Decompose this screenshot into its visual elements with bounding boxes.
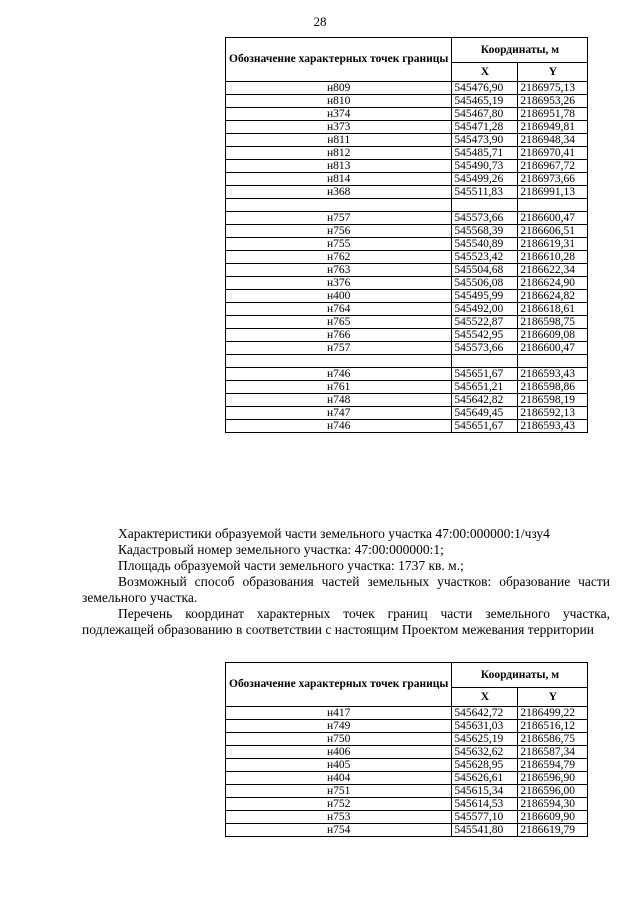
x-coordinate-cell: 545476,90	[452, 82, 518, 95]
table-row	[226, 759, 588, 772]
y-coordinate-cell: 2186624,82	[518, 290, 588, 303]
table-2-body	[226, 707, 588, 837]
point-name-cell: н753	[226, 811, 452, 824]
point-name-cell: н764	[226, 303, 452, 316]
y-coordinate-cell: 2186951,78	[518, 108, 588, 121]
point-name-cell: н406	[226, 746, 452, 759]
table-row	[226, 785, 588, 798]
point-name-cell: н813	[226, 160, 452, 173]
x-coordinate-cell: 545642,72	[452, 707, 518, 720]
y-coordinate-cell: 2186596,90	[518, 772, 588, 785]
paragraph-formation-method: Возможный способ образования частей земельных участков: образование части земельного участка.	[82, 574, 610, 605]
table-row	[226, 316, 588, 329]
table-row	[226, 147, 588, 160]
table-row	[226, 707, 588, 720]
point-name-cell: н812	[226, 147, 452, 160]
x-coordinate-cell: 545642,82	[452, 394, 518, 407]
y-coordinate-cell: 2186587,34	[518, 746, 588, 759]
x-coordinate-cell: 545485,71	[452, 147, 518, 160]
point-name-cell: н400	[226, 290, 452, 303]
point-name-cell: н765	[226, 316, 452, 329]
point-name-cell: н374	[226, 108, 452, 121]
point-name-cell: н757	[226, 342, 452, 355]
text-block	[82, 526, 610, 638]
table-row	[226, 121, 588, 134]
header-y: Y	[518, 63, 588, 82]
point-name-cell: н754	[226, 824, 452, 837]
y-coordinate-cell: 2186600,47	[518, 212, 588, 225]
y-coordinate-cell: 2186598,86	[518, 381, 588, 394]
x-coordinate-cell: 545504,68	[452, 264, 518, 277]
x-coordinate-cell: 545492,00	[452, 303, 518, 316]
table-row	[226, 264, 588, 277]
point-name-cell: н814	[226, 173, 452, 186]
x-coordinate-cell: 545631,03	[452, 720, 518, 733]
header-coordinates: Координаты, м	[452, 38, 588, 63]
point-name-cell: н749	[226, 720, 452, 733]
table-row	[226, 290, 588, 303]
x-coordinate-cell: 545628,95	[452, 759, 518, 772]
y-coordinate-cell: 2186949,81	[518, 121, 588, 134]
point-name-cell: н748	[226, 394, 452, 407]
y-coordinate-cell: 2186967,72	[518, 160, 588, 173]
y-coordinate-cell: 2186609,90	[518, 811, 588, 824]
coordinates-table-2	[225, 662, 588, 837]
x-coordinate-cell: 545625,19	[452, 733, 518, 746]
table-row	[226, 342, 588, 355]
x-coordinate-cell: 545541,80	[452, 824, 518, 837]
header-x: X	[452, 688, 518, 707]
point-name-cell: н746	[226, 368, 452, 381]
table-row	[226, 824, 588, 837]
coordinates-table-1	[225, 37, 588, 433]
x-coordinate-cell: 545573,66	[452, 212, 518, 225]
y-coordinate-cell: 2186594,30	[518, 798, 588, 811]
point-name-cell: н809	[226, 82, 452, 95]
point-name-cell: н755	[226, 238, 452, 251]
page-number: 28	[313, 14, 327, 29]
x-coordinate-cell: 545540,89	[452, 238, 518, 251]
y-coordinate-cell: 2186596,00	[518, 785, 588, 798]
table-row	[226, 733, 588, 746]
table-row-separator	[226, 199, 588, 212]
paragraph-coordinates-list: Перечень координат характерных точек границ части земельного участка, подлежащей образованию в соответствии с настоящим Проектом межевания территории	[82, 606, 610, 637]
table-row	[226, 134, 588, 147]
header-point-name: Обозначение характерных точек границы	[226, 38, 452, 82]
y-coordinate-cell: 2186516,12	[518, 720, 588, 733]
table-row	[226, 811, 588, 824]
point-name-cell: н763	[226, 264, 452, 277]
header-point-name: Обозначение характерных точек границы	[226, 663, 452, 707]
table-row	[226, 251, 588, 264]
y-coordinate-cell: 2186618,61	[518, 303, 588, 316]
point-name-cell: н811	[226, 134, 452, 147]
y-coordinate-cell: 2186948,34	[518, 134, 588, 147]
x-coordinate-cell	[452, 355, 518, 368]
x-coordinate-cell: 545495,99	[452, 290, 518, 303]
x-coordinate-cell: 545499,26	[452, 173, 518, 186]
table-row	[226, 720, 588, 733]
table-row	[226, 160, 588, 173]
x-coordinate-cell: 545651,67	[452, 420, 518, 433]
point-name-cell: н810	[226, 95, 452, 108]
table-row	[226, 277, 588, 290]
x-coordinate-cell: 545471,28	[452, 121, 518, 134]
x-coordinate-cell: 545473,90	[452, 134, 518, 147]
point-name-cell: н761	[226, 381, 452, 394]
y-coordinate-cell: 2186991,13	[518, 186, 588, 199]
x-coordinate-cell: 545649,45	[452, 407, 518, 420]
x-coordinate-cell: 545573,66	[452, 342, 518, 355]
x-coordinate-cell: 545506,08	[452, 277, 518, 290]
table-row-separator	[226, 355, 588, 368]
point-name-cell: н756	[226, 225, 452, 238]
point-name-cell: н766	[226, 329, 452, 342]
y-coordinate-cell: 2186609,08	[518, 329, 588, 342]
y-coordinate-cell: 2186619,79	[518, 824, 588, 837]
x-coordinate-cell: 545511,83	[452, 186, 518, 199]
y-coordinate-cell: 2186598,75	[518, 316, 588, 329]
point-name-cell: н373	[226, 121, 452, 134]
x-coordinate-cell: 545626,61	[452, 772, 518, 785]
y-coordinate-cell: 2186593,43	[518, 368, 588, 381]
x-coordinate-cell: 545614,53	[452, 798, 518, 811]
point-name-cell: н368	[226, 186, 452, 199]
y-coordinate-cell: 2186953,26	[518, 95, 588, 108]
paragraph-area: Площадь образуемой части земельного участка: 1737 кв. м.;	[118, 558, 464, 573]
point-name-cell: н747	[226, 407, 452, 420]
y-coordinate-cell: 2186592,13	[518, 407, 588, 420]
x-coordinate-cell: 545651,67	[452, 368, 518, 381]
point-name-cell: н762	[226, 251, 452, 264]
table-row	[226, 329, 588, 342]
point-name-cell: н757	[226, 212, 452, 225]
y-coordinate-cell: 2186624,90	[518, 277, 588, 290]
y-coordinate-cell: 2186593,43	[518, 420, 588, 433]
table-row	[226, 303, 588, 316]
point-name-cell: н750	[226, 733, 452, 746]
paragraph-cadastral-number: Кадастровый номер земельного участка: 47:00:000000:1;	[118, 542, 444, 557]
y-coordinate-cell: 2186622,34	[518, 264, 588, 277]
header-coordinates: Координаты, м	[452, 663, 588, 688]
table-row	[226, 186, 588, 199]
x-coordinate-cell: 545465,19	[452, 95, 518, 108]
y-coordinate-cell: 2186610,28	[518, 251, 588, 264]
x-coordinate-cell: 545523,42	[452, 251, 518, 264]
x-coordinate-cell: 545522,87	[452, 316, 518, 329]
y-coordinate-cell: 2186594,79	[518, 759, 588, 772]
point-name-cell: н404	[226, 772, 452, 785]
x-coordinate-cell: 545542,95	[452, 329, 518, 342]
x-coordinate-cell: 545632,62	[452, 746, 518, 759]
table-row	[226, 381, 588, 394]
y-coordinate-cell	[518, 355, 588, 368]
table-row	[226, 746, 588, 759]
table-row	[226, 798, 588, 811]
y-coordinate-cell: 2186586,75	[518, 733, 588, 746]
table-row	[226, 420, 588, 433]
y-coordinate-cell: 2186600,47	[518, 342, 588, 355]
y-coordinate-cell: 2186499,22	[518, 707, 588, 720]
x-coordinate-cell: 545651,21	[452, 381, 518, 394]
point-name-cell: н405	[226, 759, 452, 772]
x-coordinate-cell: 545568,39	[452, 225, 518, 238]
table-row	[226, 368, 588, 381]
y-coordinate-cell: 2186598,19	[518, 394, 588, 407]
y-coordinate-cell: 2186975,13	[518, 82, 588, 95]
table-row	[226, 212, 588, 225]
table-row	[226, 772, 588, 785]
point-name-cell: н746	[226, 420, 452, 433]
point-name-cell	[226, 355, 452, 368]
x-coordinate-cell: 545577,10	[452, 811, 518, 824]
header-x: X	[452, 63, 518, 82]
point-name-cell: н417	[226, 707, 452, 720]
table-row	[226, 82, 588, 95]
table-1-body	[226, 82, 588, 433]
point-name-cell: н751	[226, 785, 452, 798]
y-coordinate-cell: 2186619,31	[518, 238, 588, 251]
x-coordinate-cell: 545615,34	[452, 785, 518, 798]
table-row	[226, 407, 588, 420]
table-row	[226, 95, 588, 108]
point-name-cell: н376	[226, 277, 452, 290]
y-coordinate-cell: 2186973,66	[518, 173, 588, 186]
y-coordinate-cell: 2186606,51	[518, 225, 588, 238]
point-name-cell	[226, 199, 452, 212]
x-coordinate-cell	[452, 199, 518, 212]
point-name-cell: н752	[226, 798, 452, 811]
x-coordinate-cell: 545467,80	[452, 108, 518, 121]
table-row	[226, 225, 588, 238]
x-coordinate-cell: 545490,73	[452, 160, 518, 173]
table-row	[226, 394, 588, 407]
table-row	[226, 173, 588, 186]
table-row	[226, 238, 588, 251]
y-coordinate-cell	[518, 199, 588, 212]
table-row	[226, 108, 588, 121]
paragraph-characteristics: Характеристики образуемой части земельного участка 47:00:000000:1/чзу4	[118, 526, 550, 541]
y-coordinate-cell: 2186970,41	[518, 147, 588, 160]
header-y: Y	[518, 688, 588, 707]
